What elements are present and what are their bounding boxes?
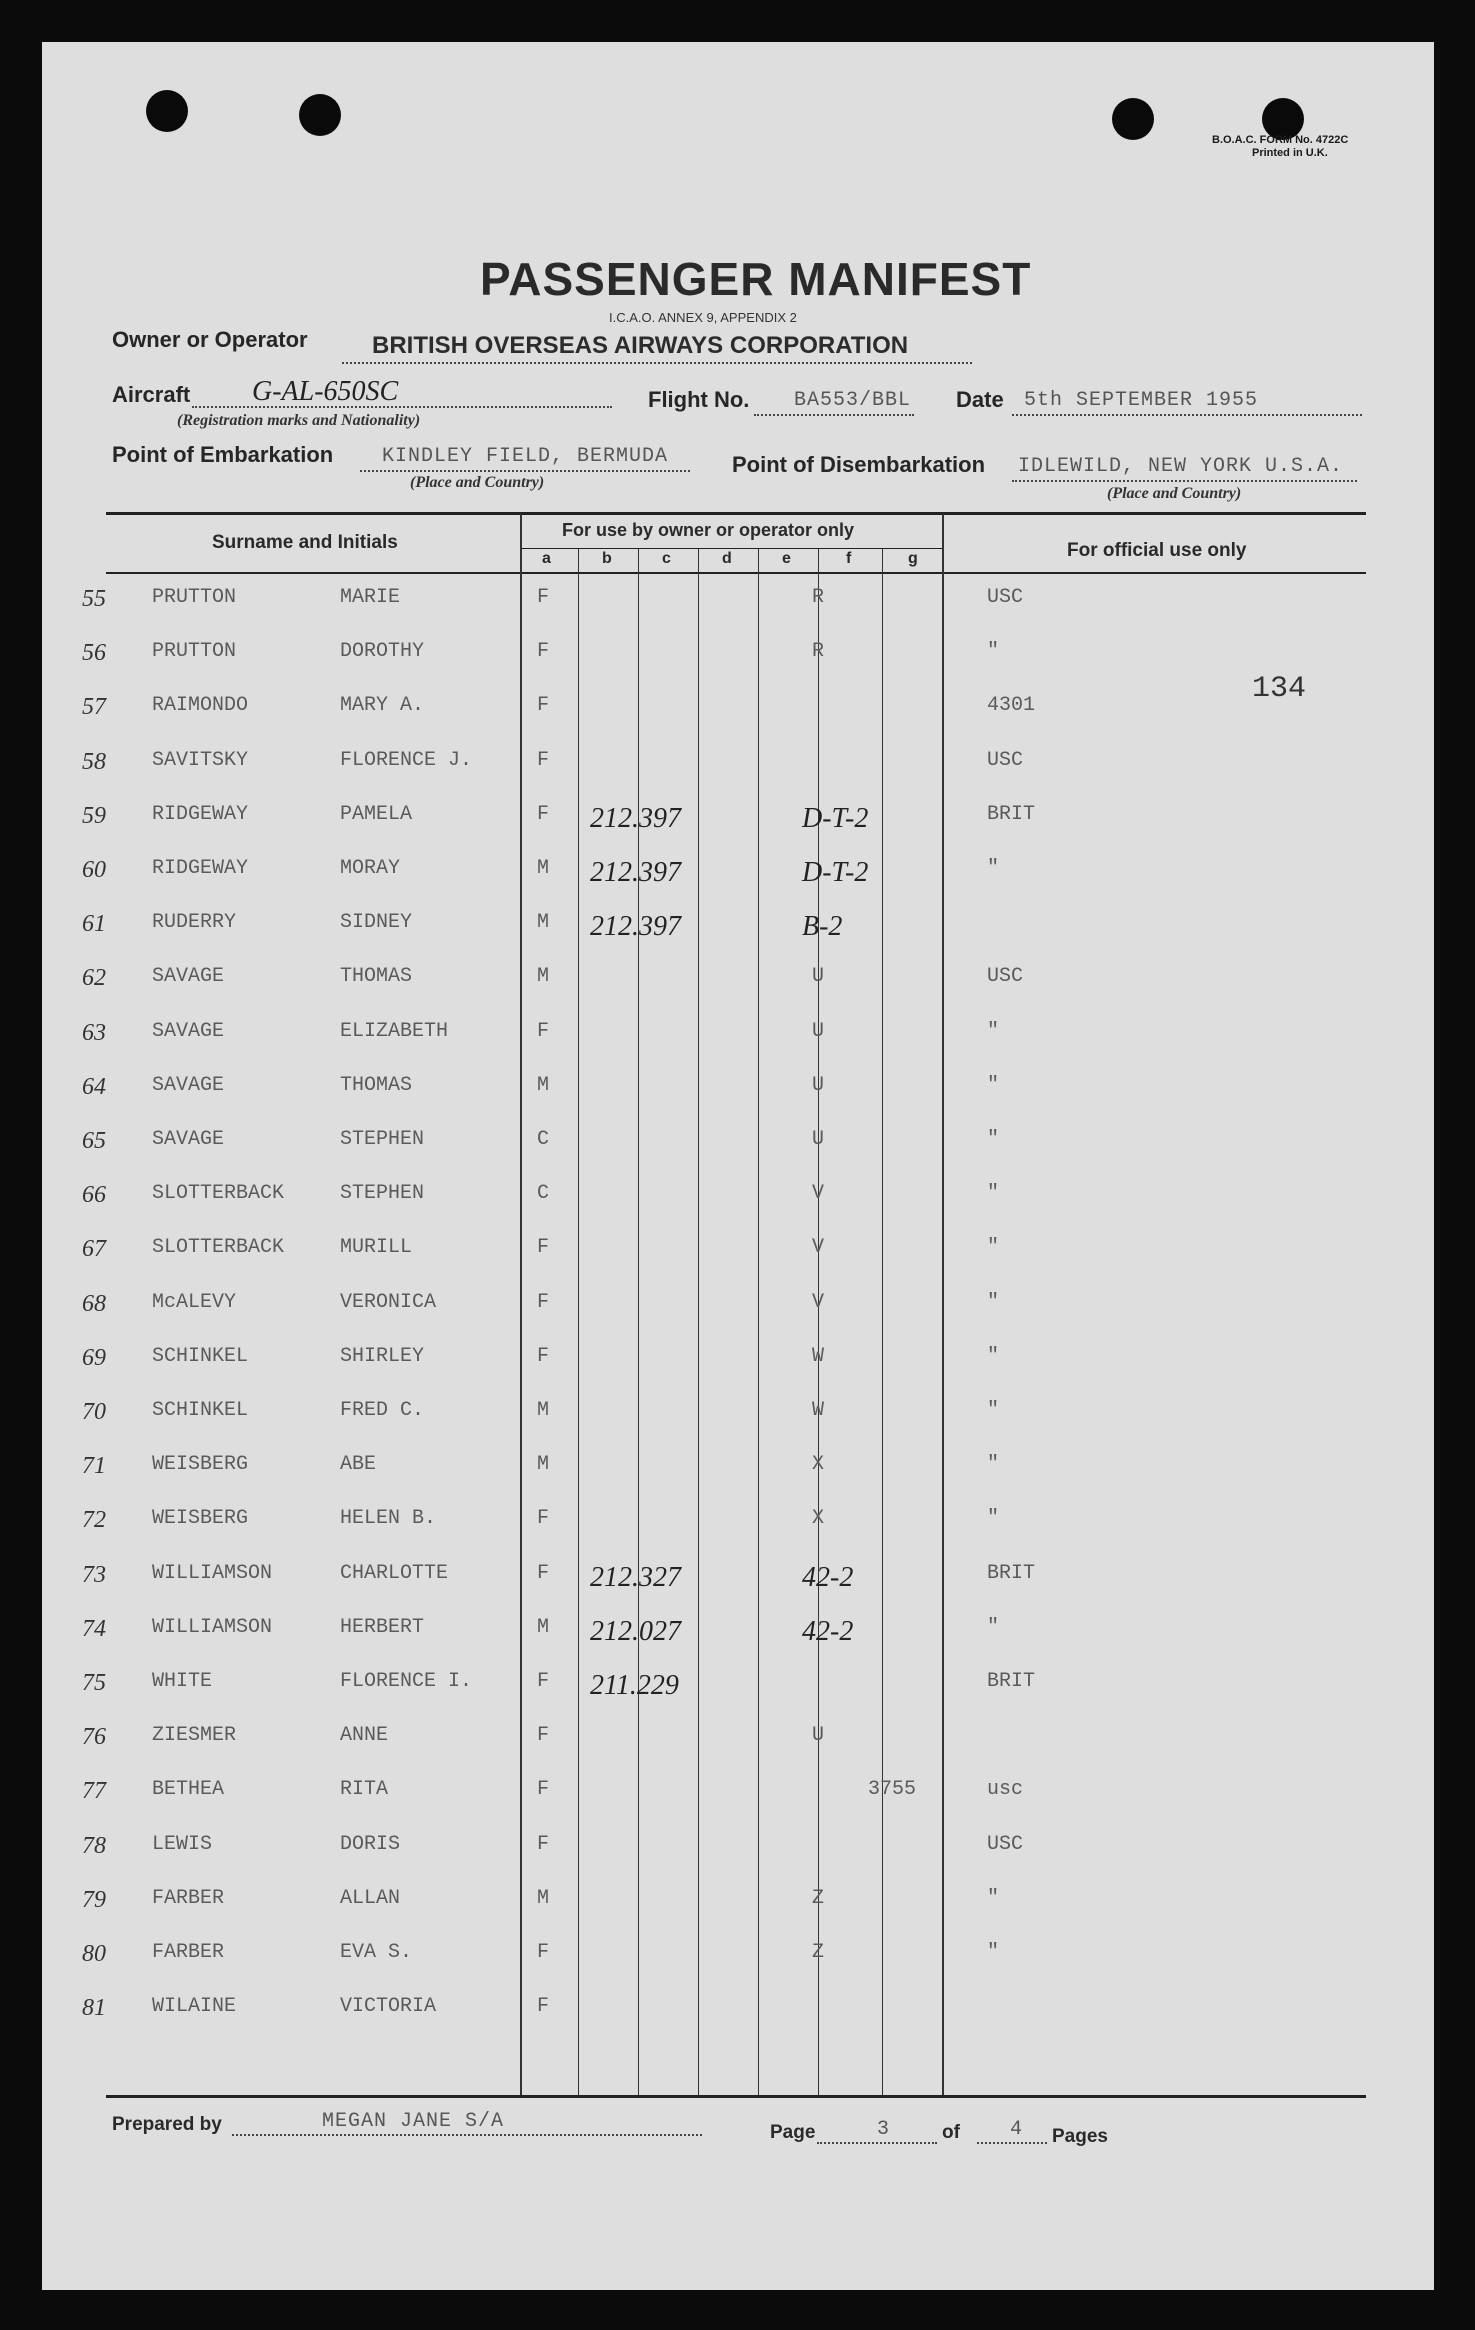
- table-row: [42, 1989, 1434, 2025]
- passenger-given-name: MARY A.: [340, 694, 425, 718]
- col-f-value: W: [812, 1399, 825, 1422]
- row-number: 58: [82, 748, 106, 775]
- col-a-value: F: [537, 1995, 550, 2019]
- page-number-note: 134: [1252, 672, 1307, 706]
- col-f-value: Z: [812, 1886, 825, 1910]
- passenger-given-name: VICTORIA: [340, 1995, 437, 2019]
- passenger-surname: WILLIAMSON: [152, 1561, 273, 1585]
- passenger-surname: WHITE: [152, 1670, 213, 1693]
- col-bd-value: 212.397: [590, 911, 681, 943]
- col-f-value: R: [812, 640, 825, 664]
- col-a-value: F: [537, 1290, 550, 1314]
- col-header-operator: For use by owner or operator only: [562, 520, 855, 540]
- col-a-value: M: [537, 1615, 550, 1639]
- col-divider: [882, 549, 883, 2095]
- table-row: [42, 1610, 1434, 1646]
- passenger-given-name: ALLAN: [340, 1886, 401, 1910]
- col-a-value: F: [537, 1236, 550, 1260]
- col-a-value: F: [537, 586, 550, 609]
- col-f-value: U: [812, 1073, 825, 1097]
- table-bottom-rule: [106, 2095, 1366, 2098]
- col-f-value: V: [812, 1236, 825, 1260]
- col-bd-value: 212.027: [590, 1615, 681, 1647]
- passenger-given-name: DORIS: [340, 1832, 401, 1856]
- table-row: [42, 1556, 1434, 1592]
- date-label: Date: [956, 387, 1004, 412]
- disembark-value: IDLEWILD, NEW YORK U.S.A.: [1018, 455, 1344, 478]
- row-number: 73: [82, 1561, 106, 1588]
- row-number: 78: [82, 1832, 106, 1859]
- col-f-value: X: [812, 1507, 825, 1531]
- col-divider: [578, 549, 579, 2095]
- row-number: 59: [82, 802, 106, 829]
- passenger-surname: WEISBERG: [152, 1453, 249, 1477]
- col-a-value: F: [537, 1778, 550, 1802]
- col-f-value: Z: [812, 1941, 825, 1964]
- official-use-value: ": [987, 1344, 1000, 1368]
- passenger-given-name: SHIRLEY: [340, 1344, 425, 1368]
- passenger-surname: SAVITSKY: [152, 748, 249, 772]
- official-use-value: ": [987, 1941, 1000, 1964]
- table-row: [42, 1014, 1434, 1050]
- aircraft-note: (Registration marks and Nationality): [177, 412, 421, 429]
- row-number: 62: [82, 965, 106, 992]
- page-value: 3: [877, 2118, 891, 2141]
- table-header-rule: [106, 572, 1366, 574]
- passenger-surname: McALEVY: [152, 1290, 237, 1314]
- passenger-given-name: ANNE: [340, 1724, 389, 1748]
- subcol-b: b: [602, 550, 612, 567]
- subcol-e: e: [782, 550, 791, 567]
- passenger-surname: SAVAGE: [152, 1128, 225, 1151]
- passenger-surname: BETHEA: [152, 1778, 225, 1802]
- passenger-given-name: HELEN B.: [340, 1507, 437, 1531]
- passenger-given-name: EVA S.: [340, 1941, 413, 1964]
- table-row: [42, 1501, 1434, 1537]
- col-a-value: F: [537, 1941, 550, 1964]
- table-row: [42, 1935, 1434, 1971]
- owner-label: Owner or Operator: [112, 327, 308, 352]
- passenger-given-name: DOROTHY: [340, 640, 425, 664]
- col-f-value: D-T-2: [802, 802, 869, 834]
- prepared-label: Prepared by: [112, 2114, 222, 2135]
- col-bd-value: 212.397: [590, 802, 681, 834]
- col-a-value: F: [537, 1832, 550, 1856]
- pages-label: Pages: [1052, 2126, 1108, 2147]
- col-a-value: F: [537, 1019, 550, 1043]
- official-use-value: ": [987, 1615, 1000, 1639]
- embark-value: KINDLEY FIELD, BERMUDA: [382, 445, 669, 468]
- passenger-given-name: HERBERT: [340, 1615, 425, 1639]
- official-use-value: ": [987, 1399, 1000, 1422]
- row-number: 60: [82, 857, 106, 883]
- col-a-value: F: [537, 1507, 550, 1531]
- table-row: [42, 1176, 1434, 1212]
- row-number: 68: [82, 1290, 106, 1317]
- table-row: [42, 1230, 1434, 1266]
- col-divider: [818, 549, 819, 2095]
- passenger-given-name: MARIE: [340, 586, 401, 609]
- official-use-value: ": [987, 1128, 1000, 1151]
- passenger-given-name: STEPHEN: [340, 1128, 425, 1151]
- col-a-value: F: [537, 748, 550, 772]
- row-number: 63: [82, 1019, 106, 1046]
- col-a-value: M: [537, 1453, 550, 1477]
- passenger-given-name: FLORENCE J.: [340, 748, 473, 772]
- disembark-note: (Place and Country): [1107, 485, 1242, 502]
- punch-hole: [1112, 98, 1154, 140]
- col-a-value: F: [537, 1344, 550, 1368]
- passenger-given-name: FRED C.: [340, 1399, 425, 1422]
- official-use-value: USC: [987, 965, 1024, 989]
- official-use-value: ": [987, 1019, 1000, 1043]
- col-f-value: 42-2: [802, 1561, 854, 1593]
- row-number: 80: [82, 1941, 106, 1967]
- embark-note: (Place and Country): [410, 474, 545, 491]
- table-row: [42, 688, 1434, 724]
- official-use-value: ": [987, 1182, 1000, 1206]
- official-use-value: ": [987, 1453, 1000, 1477]
- col-a-value: M: [537, 965, 550, 989]
- row-number: 76: [82, 1724, 106, 1751]
- subcol-f: f: [846, 550, 852, 567]
- passenger-surname: PRUTTON: [152, 586, 237, 609]
- table-row: [42, 1447, 1434, 1483]
- table-row: [42, 1068, 1434, 1104]
- col-bd-value: 211.229: [590, 1670, 679, 1701]
- col-a-value: M: [537, 1886, 550, 1910]
- official-use-value: BRIT: [987, 802, 1036, 826]
- subcol-a: a: [542, 550, 551, 567]
- col-f-value: 42-2: [802, 1615, 854, 1647]
- col-a-value: F: [537, 694, 550, 718]
- col-f-value: U: [812, 1128, 825, 1151]
- row-number: 65: [82, 1128, 106, 1154]
- official-use-value: ": [987, 1236, 1000, 1260]
- table-row: [42, 851, 1434, 887]
- col-a-value: M: [537, 1073, 550, 1097]
- aircraft-label: Aircraft: [112, 382, 191, 407]
- col-f-value: X: [812, 1453, 825, 1477]
- passenger-surname: RUDERRY: [152, 911, 237, 935]
- passenger-surname: PRUTTON: [152, 640, 237, 664]
- table-row: [42, 1718, 1434, 1754]
- col-f-value: R: [812, 586, 825, 609]
- passenger-given-name: FLORENCE I.: [340, 1670, 473, 1693]
- row-number: 66: [82, 1182, 106, 1209]
- col-a-value: C: [537, 1182, 550, 1206]
- col-f-value: U: [812, 1019, 825, 1043]
- passenger-given-name: STEPHEN: [340, 1182, 425, 1206]
- row-number: 56: [82, 640, 106, 667]
- col-f-value: V: [812, 1182, 825, 1206]
- col-f-value: U: [812, 965, 825, 989]
- official-use-value: ": [987, 857, 1000, 880]
- aircraft-value: G-AL-650SC: [252, 376, 399, 407]
- passenger-given-name: SIDNEY: [340, 911, 413, 935]
- col-bd-value: 212.397: [590, 857, 681, 888]
- passenger-surname: WILAINE: [152, 1995, 237, 2019]
- passenger-surname: SCHINKEL: [152, 1344, 249, 1368]
- official-use-value: 4301: [987, 694, 1036, 718]
- passenger-surname: WILLIAMSON: [152, 1615, 273, 1639]
- row-number: 61: [82, 911, 106, 938]
- col-a-value: F: [537, 802, 550, 826]
- table-row: [42, 1664, 1434, 1700]
- table-row: [42, 743, 1434, 779]
- form-number: B.O.A.C. FORM No. 4722C Printed in U.K.: [1212, 134, 1349, 159]
- passenger-given-name: CHARLOTTE: [340, 1561, 449, 1585]
- col-header-name: Surname and Initials: [212, 532, 398, 553]
- official-use-value: BRIT: [987, 1670, 1036, 1693]
- passenger-surname: RAIMONDO: [152, 694, 249, 718]
- col-f-value: W: [812, 1344, 825, 1368]
- table-row: [42, 905, 1434, 941]
- passenger-surname: SAVAGE: [152, 1019, 225, 1043]
- official-use-value: BRIT: [987, 1561, 1036, 1585]
- table-row: [42, 1339, 1434, 1375]
- table-row: [42, 634, 1434, 670]
- row-number: 74: [82, 1615, 106, 1642]
- table-row: [42, 959, 1434, 995]
- row-number: 57: [82, 694, 106, 721]
- row-number: 69: [82, 1344, 106, 1371]
- passenger-surname: SAVAGE: [152, 1073, 225, 1097]
- subcol-g: g: [908, 550, 918, 567]
- punch-hole: [299, 94, 341, 136]
- passenger-given-name: MURILL: [340, 1236, 413, 1260]
- table-row: [42, 1122, 1434, 1158]
- flight-label: Flight No.: [648, 387, 750, 412]
- subcol-rule: [520, 548, 942, 549]
- table-row: [42, 1827, 1434, 1863]
- col-divider: [758, 549, 759, 2095]
- passenger-surname: FARBER: [152, 1886, 225, 1910]
- row-number: 81: [82, 1995, 106, 2022]
- embark-label: Point of Embarkation: [112, 442, 334, 467]
- total-value: 4: [1010, 2118, 1024, 2141]
- col-f-value: B-2: [802, 911, 843, 943]
- page-title: PASSENGER MANIFEST: [480, 253, 1032, 305]
- of-label: of: [942, 2122, 960, 2143]
- col-a-value: M: [537, 857, 550, 880]
- col-a-value: C: [537, 1128, 550, 1151]
- table-row: [42, 580, 1434, 616]
- col-a-value: M: [537, 911, 550, 935]
- row-number: 64: [82, 1073, 106, 1100]
- official-use-value: USC: [987, 1832, 1024, 1856]
- passenger-surname: WEISBERG: [152, 1507, 249, 1531]
- table-row: [42, 797, 1434, 833]
- subcol-c: c: [662, 550, 671, 567]
- flight-value: BA553/BBL: [794, 389, 912, 412]
- subcol-d: d: [722, 550, 732, 567]
- passenger-surname: ZIESMER: [152, 1724, 237, 1748]
- row-number: 55: [82, 586, 106, 612]
- official-use-value: ": [987, 1290, 1000, 1314]
- table-row: [42, 1772, 1434, 1808]
- disembark-label: Point of Disembarkation: [732, 452, 986, 477]
- col-a-value: M: [537, 1399, 550, 1422]
- official-use-value: ": [987, 1507, 1000, 1531]
- date-value: 5th SEPTEMBER 1955: [1024, 389, 1259, 412]
- col-bd-value: 212.327: [590, 1561, 681, 1593]
- row-number: 67: [82, 1236, 106, 1263]
- passenger-given-name: THOMAS: [340, 1073, 413, 1097]
- page-label: Page: [770, 2122, 816, 2143]
- passenger-surname: RIDGEWAY: [152, 857, 249, 880]
- col-a-value: F: [537, 1561, 550, 1585]
- passenger-surname: SLOTTERBACK: [152, 1182, 285, 1206]
- row-number: 77: [82, 1778, 106, 1805]
- passenger-given-name: MORAY: [340, 857, 401, 880]
- col-f-value: U: [812, 1724, 825, 1748]
- table-top-rule: [106, 512, 1366, 515]
- table-row: [42, 1285, 1434, 1321]
- row-number: 79: [82, 1886, 106, 1913]
- passenger-surname: RIDGEWAY: [152, 802, 249, 826]
- passenger-given-name: VERONICA: [340, 1290, 437, 1314]
- col-a-value: F: [537, 640, 550, 664]
- row-number: 75: [82, 1670, 106, 1696]
- prepared-value: MEGAN JANE S/A: [322, 2110, 505, 2133]
- passenger-given-name: THOMAS: [340, 965, 413, 989]
- passenger-given-name: RITA: [340, 1778, 389, 1802]
- official-use-value: USC: [987, 586, 1024, 609]
- col-divider: [638, 549, 639, 2095]
- passenger-given-name: ELIZABETH: [340, 1019, 449, 1043]
- official-use-value: ": [987, 1886, 1000, 1910]
- passenger-surname: FARBER: [152, 1941, 225, 1964]
- col-g-value: 3755: [868, 1778, 917, 1802]
- punch-hole: [146, 90, 188, 132]
- col-divider: [698, 549, 699, 2095]
- passenger-surname: SAVAGE: [152, 965, 225, 989]
- table-row: [42, 1881, 1434, 1917]
- official-use-value: ": [987, 640, 1000, 664]
- col-a-value: F: [537, 1670, 550, 1693]
- official-use-value: usc: [987, 1778, 1024, 1802]
- row-number: 71: [82, 1453, 106, 1480]
- row-number: 72: [82, 1507, 106, 1534]
- passenger-given-name: PAMELA: [340, 802, 413, 826]
- passenger-surname: SLOTTERBACK: [152, 1236, 285, 1260]
- col-f-value: V: [812, 1290, 825, 1314]
- table-row: [42, 1393, 1434, 1429]
- passenger-surname: LEWIS: [152, 1832, 213, 1856]
- page-subtitle: I.C.A.O. ANNEX 9, APPENDIX 2: [609, 310, 797, 325]
- passenger-given-name: ABE: [340, 1453, 377, 1477]
- passenger-surname: SCHINKEL: [152, 1399, 249, 1422]
- col-a-value: F: [537, 1724, 550, 1748]
- manifest-page: [42, 42, 1434, 2290]
- col-f-value: D-T-2: [802, 857, 869, 888]
- row-number: 70: [82, 1399, 106, 1425]
- official-use-value: ": [987, 1073, 1000, 1097]
- owner-value: BRITISH OVERSEAS AIRWAYS CORPORATION: [372, 332, 909, 359]
- official-use-value: USC: [987, 748, 1024, 772]
- col-header-official: For official use only: [1067, 540, 1247, 561]
